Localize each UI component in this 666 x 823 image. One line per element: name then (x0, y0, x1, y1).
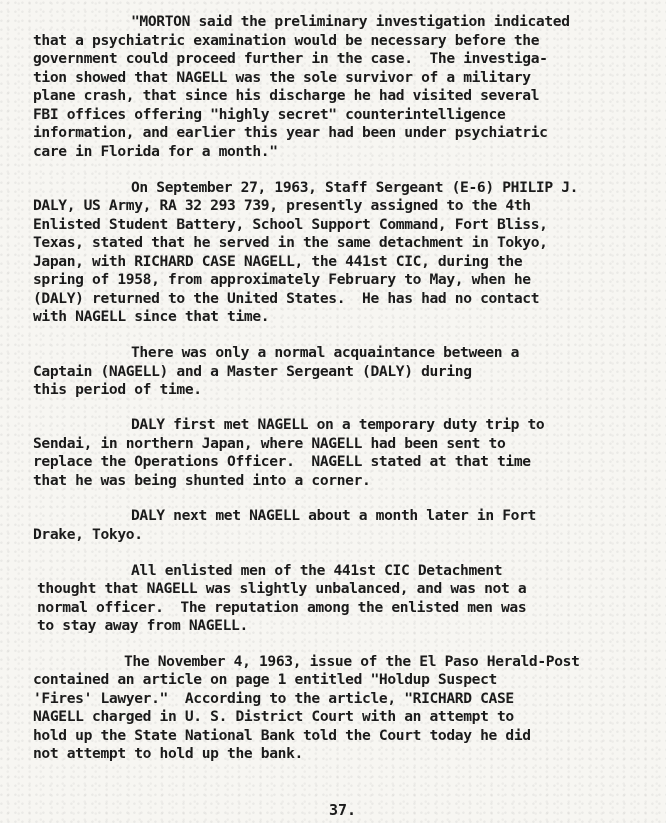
text-line: contained an article on page 1 entitled "Holdup Suspect (33, 671, 497, 688)
text-line: "MORTON said the preliminary investigation indicated (131, 13, 570, 30)
text-line: this period of time. (33, 381, 202, 398)
text-line: On September 27, 1963, Staff Sergeant (E-6) PHILIP J. (131, 179, 579, 196)
text-line: spring of 1958, from approximately February to May, when he (33, 271, 531, 288)
text-line: plane crash, that since his discharge he had visited several (33, 87, 540, 104)
text-line: FBI offices offering "highly secret" counterintelligence (33, 106, 506, 123)
text-line: hold up the State National Bank told the Court today he did (33, 727, 531, 744)
text-line: (DALY) returned to the United States. He has had no contact (33, 290, 540, 307)
text-line: DALY first met NAGELL on a temporary duty trip to (131, 416, 545, 433)
page-number: 37. (329, 801, 357, 819)
text-line: DALY next met NAGELL about a month later in Fort (131, 507, 536, 524)
text-line: thought that NAGELL was slightly unbalanced, and was not a (37, 580, 527, 597)
text-line: There was only a normal acquaintance between a (131, 344, 520, 361)
text-line: The November 4, 1963, issue of the El Paso Herald-Post (124, 653, 580, 670)
text-line: replace the Operations Officer. NAGELL stated at that time (33, 453, 531, 470)
text-line: Enlisted Student Battery, School Support Command, Fort Bliss, (33, 216, 548, 233)
text-line: that a psychiatric examination would be necessary before the (33, 32, 540, 49)
text-line: normal officer. The reputation among the enlisted men was (37, 599, 527, 616)
text-line: information, and earlier this year had been under psychiatric (33, 124, 548, 141)
text-line: Drake, Tokyo. (33, 526, 143, 543)
text-line: Sendai, in northern Japan, where NAGELL had been sent to (33, 435, 506, 452)
text-line: All enlisted men of the 441st CIC Detachment (131, 562, 503, 579)
text-line: DALY, US Army, RA 32 293 739, presently assigned to the 4th (33, 197, 531, 214)
text-line: care in Florida for a month." (33, 143, 278, 160)
text-line: not attempt to hold up the bank. (33, 745, 303, 762)
text-line: that he was being shunted into a corner. (33, 472, 371, 489)
text-line: Captain (NAGELL) and a Master Sergeant (DALY) during (33, 363, 472, 380)
text-line: to stay away from NAGELL. (37, 617, 248, 634)
text-line: Japan, with RICHARD CASE NAGELL, the 441st CIC, during the (33, 253, 523, 270)
text-line: 'Fires' Lawyer." According to the article, "RICHARD CASE (33, 690, 514, 707)
text-line: tion showed that NAGELL was the sole survivor of a military (33, 69, 531, 86)
text-line: Texas, stated that he served in the same detachment in Tokyo, (33, 234, 548, 251)
text-line: with NAGELL since that time. (33, 308, 270, 325)
text-line: NAGELL charged in U. S. District Court with an attempt to (33, 708, 514, 725)
text-line: government could proceed further in the case. The investiga- (33, 50, 548, 67)
